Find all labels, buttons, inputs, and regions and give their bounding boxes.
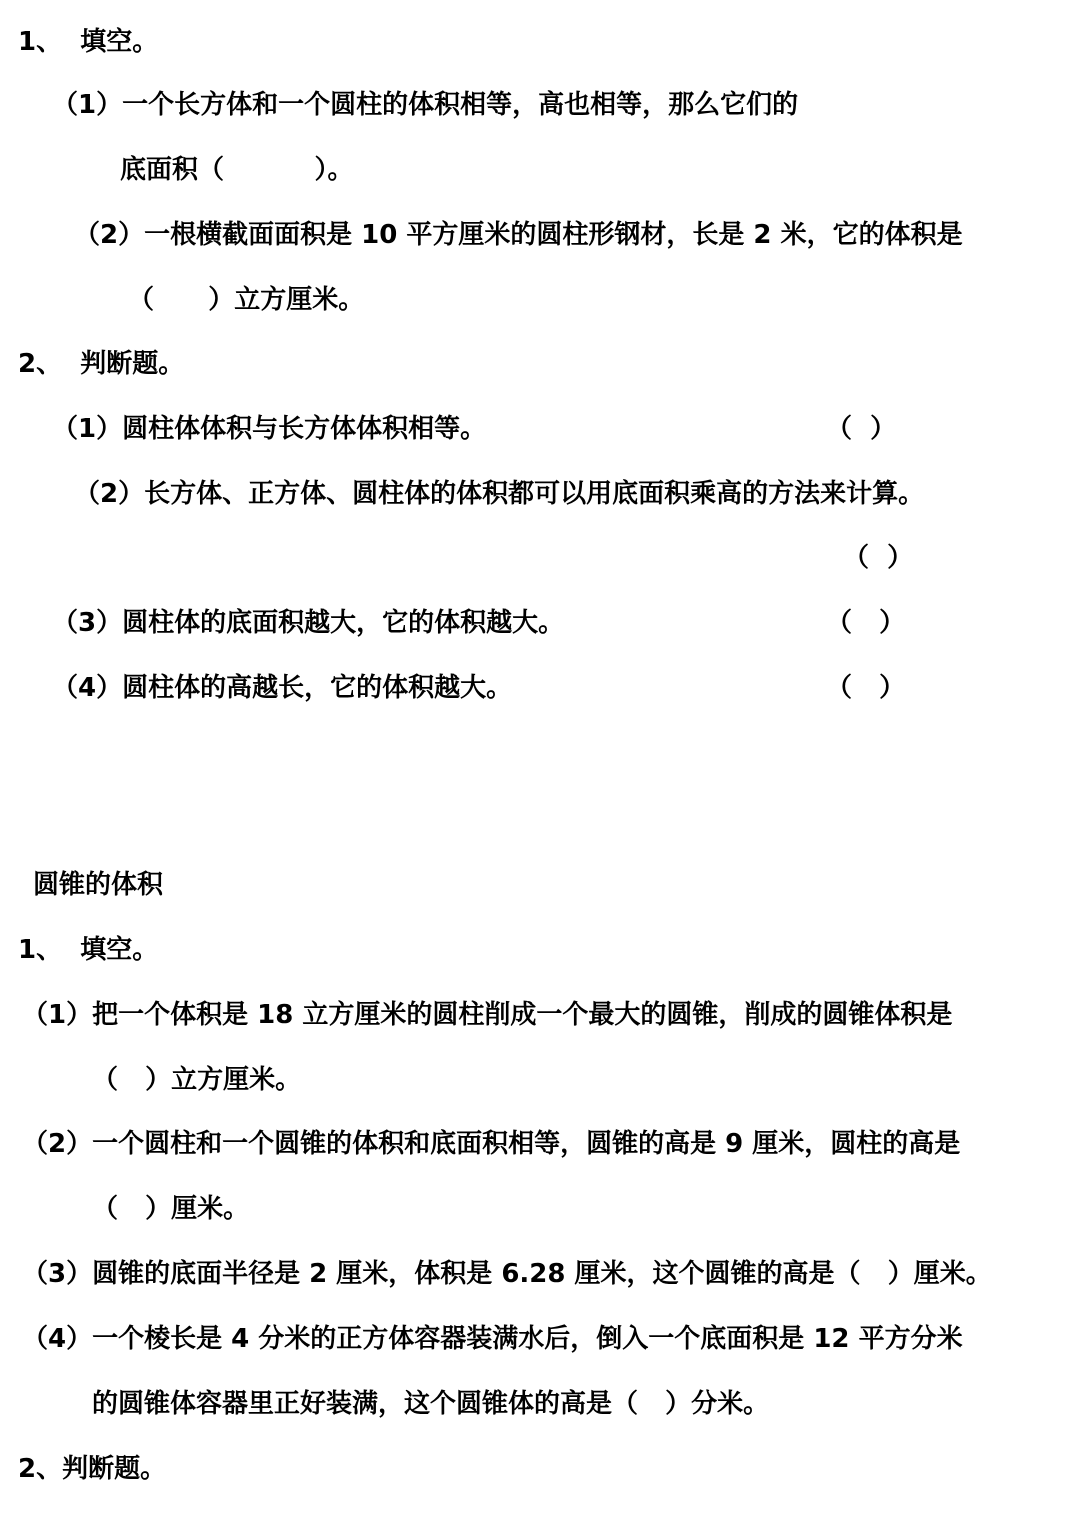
- cylinder-judge-heading: 2、 判断题。: [18, 349, 185, 379]
- cylinder-judge-q2: （2）长方体、正方体、圆柱体的体积都可以用底面积乘高的方法来计算。: [74, 479, 925, 509]
- cylinder-judge-q1-answer-bracket: （ ）: [826, 414, 897, 444]
- cylinder-fill-q1-line2: 底面积（ ）。: [120, 155, 354, 185]
- cone-fill-q3: （3）圆锥的底面半径是 2 厘米，体积是 6.28 厘米，这个圆锥的高是（ ）厘米。: [22, 1259, 992, 1289]
- cone-fill-q1-line2: （ ）立方厘米。: [92, 1065, 302, 1095]
- cone-fill-q4-line1: （4）一个棱长是 4 分米的正方体容器装满水后，倒入一个底面积是 12 平方分米: [22, 1324, 963, 1354]
- cylinder-judge-q1: （1）圆柱体体积与长方体体积相等。: [52, 414, 487, 444]
- cone-fill-q1-line1: （1）把一个体积是 18 立方厘米的圆柱削成一个最大的圆锥，削成的圆锥体积是: [22, 1000, 953, 1030]
- cylinder-fill-q2-line1: （2）一根横截面面积是 10 平方厘米的圆柱形钢材，长是 2 米，它的体积是: [74, 220, 963, 250]
- cylinder-fill-q2-line2: （ ）立方厘米。: [128, 285, 365, 315]
- cylinder-judge-q4: （4）圆柱体的高越长，它的体积越大。: [52, 673, 513, 703]
- cone-fill-q2-line1: （2）一个圆柱和一个圆锥的体积和底面积相等，圆锥的高是 9 厘米，圆柱的高是: [22, 1129, 961, 1159]
- cone-judge-heading: 2、判断题。: [18, 1454, 167, 1484]
- cone-fill-q4-line2: 的圆锥体容器里正好装满，这个圆锥体的高是（ ）分米。: [92, 1389, 770, 1419]
- cylinder-judge-q3-answer-bracket: （ ）: [826, 608, 906, 638]
- cone-section-title: 圆锥的体积: [33, 870, 164, 900]
- cylinder-judge-q3: （3）圆柱体的底面积越大，它的体积越大。: [52, 608, 565, 638]
- cylinder-fill-q1-line1: （1）一个长方体和一个圆柱的体积相等，高也相等，那么它们的: [52, 90, 799, 120]
- cylinder-fill-heading: 1、 填空。: [18, 27, 159, 57]
- cone-fill-heading: 1、 填空。: [18, 935, 159, 965]
- cylinder-judge-q4-answer-bracket: （ ）: [826, 673, 906, 703]
- cylinder-judge-q2-answer-bracket: （ ）: [843, 543, 914, 573]
- cone-fill-q2-line2: （ ）厘米。: [92, 1194, 250, 1224]
